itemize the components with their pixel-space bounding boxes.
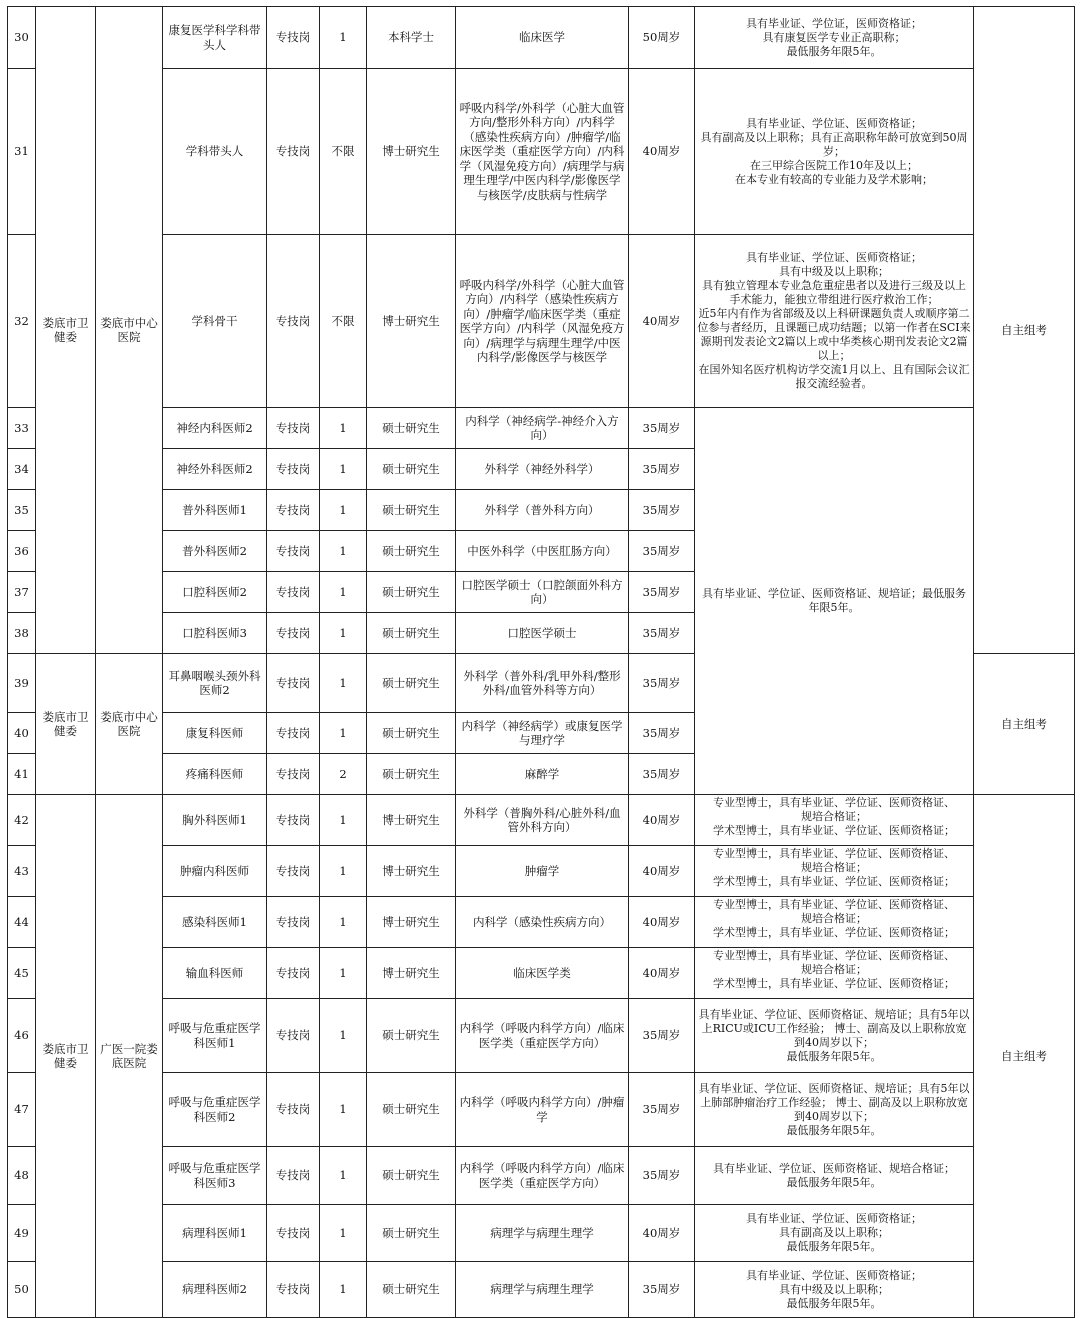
major-cell: 内科学（神经病学）或康复医学与理疗学 <box>456 713 629 754</box>
requirement-line: 专业型博士，具有毕业证、学位证、医师资格证、 <box>713 898 955 911</box>
education-cell: 硕士研究生 <box>367 999 456 1073</box>
age-cell: 35周岁 <box>629 1262 695 1318</box>
education-cell: 硕士研究生 <box>367 490 456 531</box>
requirement-line: 具有毕业证、学位证、医师资格证、规培证；具有5年以上肺部肿瘤治疗工作经验； 博士、副高及以上职称放宽到40周岁以下； <box>698 1081 970 1123</box>
age-cell: 35周岁 <box>629 713 695 754</box>
age-cell: 40周岁 <box>629 69 695 235</box>
requirement-line: 具有康复医学专业正高职称； <box>762 30 906 44</box>
post-type-cell: 专技岗 <box>267 235 320 408</box>
headcount-cell: 不限 <box>320 235 367 408</box>
requirement-line: 具有毕业证、学位证、医师资格证； <box>746 1268 922 1282</box>
table-body <box>8 7 1075 1318</box>
requirement-line: 规培合格证； <box>801 861 867 874</box>
position-cell: 胸外科医师1 <box>163 795 267 846</box>
major-cell: 外科学（普胸外科/心脏外科/血管外科方向） <box>456 795 629 846</box>
table-row <box>8 897 1075 948</box>
education-cell: 硕士研究生 <box>367 713 456 754</box>
headcount-cell: 1 <box>320 1205 367 1262</box>
row-number: 31 <box>8 69 36 235</box>
row-number: 45 <box>8 948 36 999</box>
requirement-line: 学术型博士，具有毕业证、学位证、医师资格证； <box>713 824 955 837</box>
age-cell: 35周岁 <box>629 999 695 1073</box>
post-type-cell: 专技岗 <box>267 1205 320 1262</box>
education-cell: 硕士研究生 <box>367 531 456 572</box>
headcount-cell: 1 <box>320 1147 367 1205</box>
headcount-cell: 1 <box>320 795 367 846</box>
education-cell: 硕士研究生 <box>367 572 456 613</box>
headcount-cell: 1 <box>320 490 367 531</box>
headcount-cell: 1 <box>320 7 367 69</box>
major-cell: 外科学（普外科/乳甲外科/整形外科/血管外科等方向） <box>456 654 629 713</box>
post-type-cell: 专技岗 <box>267 408 320 449</box>
age-cell: 35周岁 <box>629 449 695 490</box>
headcount-cell: 1 <box>320 531 367 572</box>
requirements-cell <box>695 999 974 1073</box>
headcount-cell: 不限 <box>320 69 367 235</box>
post-type-cell: 专技岗 <box>267 69 320 235</box>
requirement-line: 具有副高及以上职称；具有正高职称年龄可放宽到50周岁； <box>700 130 968 158</box>
major-cell: 外科学（神经外科学） <box>456 449 629 490</box>
post-type-cell: 专技岗 <box>267 846 320 897</box>
table-row <box>8 795 1075 846</box>
headcount-cell: 1 <box>320 713 367 754</box>
post-type-cell: 专技岗 <box>267 713 320 754</box>
table-row <box>8 1262 1075 1318</box>
requirement-line: 具有毕业证、学位证、医师资格证、规培合格证； <box>713 1161 955 1175</box>
requirement-line: 最低服务年限5年。 <box>786 1049 882 1063</box>
method-cell: 自主组考 <box>974 7 1075 654</box>
headcount-cell: 1 <box>320 1262 367 1318</box>
age-cell: 35周岁 <box>629 613 695 654</box>
education-cell: 硕士研究生 <box>367 754 456 795</box>
age-cell: 35周岁 <box>629 572 695 613</box>
requirement-line: 具有毕业证、学位证、医师资格证； <box>746 251 922 264</box>
requirement-line: 具有独立管理本专业急危重症患者以及进行三级及以上手术能力，能独立带组进行医疗救治工作； <box>702 279 966 306</box>
position-cell: 呼吸与危重症医学科医师3 <box>163 1147 267 1205</box>
unit-cell: 娄底市卫健委 <box>36 7 96 654</box>
post-type-cell: 专技岗 <box>267 795 320 846</box>
requirement-line: 在三甲综合医院工作10年及以上； <box>750 158 918 172</box>
requirement-line: 具有毕业证、学位证、医师资格证； <box>746 1212 922 1225</box>
position-cell: 普外科医师2 <box>163 531 267 572</box>
post-type-cell: 专技岗 <box>267 1262 320 1318</box>
education-cell: 博士研究生 <box>367 795 456 846</box>
position-cell: 呼吸与危重症医学科医师2 <box>163 1073 267 1147</box>
age-cell: 40周岁 <box>629 795 695 846</box>
requirement-line: 具有毕业证、学位证，医师资格证； <box>746 16 922 30</box>
major-cell: 内科学（呼吸内科学方向）/临床医学类（重症医学方向） <box>456 999 629 1073</box>
headcount-cell: 1 <box>320 846 367 897</box>
position-cell: 康复医学科学科带头人 <box>163 7 267 69</box>
major-cell: 外科学（普外科方向） <box>456 490 629 531</box>
hospital-cell: 娄底市中心医院 <box>96 654 163 795</box>
position-cell: 口腔科医师2 <box>163 572 267 613</box>
requirements-cell <box>695 948 974 999</box>
requirements-cell <box>695 1147 974 1205</box>
method-cell: 自主组考 <box>974 654 1075 795</box>
requirement-line: 最低服务年限5年。 <box>786 1175 882 1189</box>
post-type-cell: 专技岗 <box>267 531 320 572</box>
row-number: 48 <box>8 1147 36 1205</box>
age-cell: 40周岁 <box>629 897 695 948</box>
row-number: 36 <box>8 531 36 572</box>
position-cell: 神经外科医师2 <box>163 449 267 490</box>
major-cell: 病理学与病理生理学 <box>456 1205 629 1262</box>
age-cell: 35周岁 <box>629 654 695 713</box>
age-cell: 35周岁 <box>629 1073 695 1147</box>
table-row <box>8 999 1075 1073</box>
table-row <box>8 235 1075 408</box>
requirements-cell <box>695 1073 974 1147</box>
requirement-line: 规培合格证； <box>801 912 867 925</box>
major-cell: 内科学（感染性疾病方向） <box>456 897 629 948</box>
row-number: 34 <box>8 449 36 490</box>
requirements-cell <box>695 235 974 408</box>
major-cell: 临床医学类 <box>456 948 629 999</box>
age-cell: 40周岁 <box>629 948 695 999</box>
position-cell: 肿瘤内科医师 <box>163 846 267 897</box>
requirement-line: 具有毕业证、学位证、医师资格证； <box>746 116 922 130</box>
table-row <box>8 69 1075 235</box>
headcount-cell: 1 <box>320 1073 367 1147</box>
requirement-line: 专业型博士，具有毕业证、学位证、医师资格证、 <box>713 847 955 860</box>
row-number: 42 <box>8 795 36 846</box>
position-cell: 病理科医师1 <box>163 1205 267 1262</box>
unit-cell: 娄底市卫健委 <box>36 654 96 795</box>
major-cell: 口腔医学硕士 <box>456 613 629 654</box>
position-cell: 学科带头人 <box>163 69 267 235</box>
shared-requirement-cell: 具有毕业证、学位证、医师资格证、规培证；最低服务年限5年。 <box>695 408 974 795</box>
requirement-line: 专业型博士，具有毕业证、学位证、医师资格证、 <box>713 949 955 962</box>
position-cell: 呼吸与危重症医学科医师1 <box>163 999 267 1073</box>
table-row <box>8 1147 1075 1205</box>
education-cell: 博士研究生 <box>367 948 456 999</box>
headcount-cell: 1 <box>320 572 367 613</box>
hospital-cell: 娄底市中心医院 <box>96 7 163 654</box>
requirements-cell <box>695 7 974 69</box>
position-cell: 输血科医师 <box>163 948 267 999</box>
recruitment-table <box>7 6 1075 1318</box>
row-number: 47 <box>8 1073 36 1147</box>
age-cell: 40周岁 <box>629 235 695 408</box>
headcount-cell: 1 <box>320 999 367 1073</box>
requirement-line: 具有中级及以上职称； <box>779 265 889 278</box>
unit-cell: 娄底市卫健委 <box>36 795 96 1318</box>
headcount-cell: 1 <box>320 408 367 449</box>
requirement-line: 最低服务年限5年。 <box>786 1240 882 1253</box>
requirements-cell <box>695 1262 974 1318</box>
post-type-cell: 专技岗 <box>267 754 320 795</box>
requirements-cell <box>695 69 974 235</box>
requirement-line: 近5年内有作为省部级及以上科研课题负责人或顺序第二位参与者经历，且课题已成功结题；以第一作者在SCI来源期刊发表论文2篇以上或中华类核心期刊发表论文2篇以上； <box>697 307 971 362</box>
hospital-cell: 广医一院娄底医院 <box>96 795 163 1318</box>
major-cell: 内科学（呼吸内科学方向）/临床医学类（重症医学方向） <box>456 1147 629 1205</box>
row-number: 37 <box>8 572 36 613</box>
education-cell: 博士研究生 <box>367 897 456 948</box>
position-cell: 普外科医师1 <box>163 490 267 531</box>
row-number: 35 <box>8 490 36 531</box>
table-row <box>8 408 1075 449</box>
position-cell: 耳鼻咽喉头颈外科医师2 <box>163 654 267 713</box>
age-cell: 35周岁 <box>629 531 695 572</box>
education-cell: 博士研究生 <box>367 846 456 897</box>
row-number: 38 <box>8 613 36 654</box>
headcount-cell: 1 <box>320 613 367 654</box>
row-number: 50 <box>8 1262 36 1318</box>
major-cell: 临床医学 <box>456 7 629 69</box>
education-cell: 博士研究生 <box>367 69 456 235</box>
education-cell: 博士研究生 <box>367 235 456 408</box>
requirements-cell <box>695 1205 974 1262</box>
requirement-line: 最低服务年限5年。 <box>786 1123 882 1137</box>
education-cell: 硕士研究生 <box>367 1262 456 1318</box>
method-cell: 自主组考 <box>974 795 1075 1318</box>
requirements-cell <box>695 897 974 948</box>
table-row <box>8 1205 1075 1262</box>
requirements-cell <box>695 846 974 897</box>
post-type-cell: 专技岗 <box>267 1073 320 1147</box>
major-cell: 呼吸内科学/外科学（心脏大血管方向）/内科学（感染性疾病方向）/肿瘤学/临床医学类（重症医学方向）/内科学（风湿免疫方向）/病理学与病理生理学/中医内科学/影像医学与核医学 <box>456 235 629 408</box>
requirement-line: 在国外知名医疗机构访学交流1月以上、且有国际会议汇报交流经验者。 <box>698 363 970 390</box>
age-cell: 35周岁 <box>629 1147 695 1205</box>
education-cell: 硕士研究生 <box>367 654 456 713</box>
position-cell: 病理科医师2 <box>163 1262 267 1318</box>
position-cell: 神经内科医师2 <box>163 408 267 449</box>
age-cell: 40周岁 <box>629 1205 695 1262</box>
row-number: 44 <box>8 897 36 948</box>
position-cell: 疼痛科医师 <box>163 754 267 795</box>
row-number: 49 <box>8 1205 36 1262</box>
table-row <box>8 1073 1075 1147</box>
position-cell: 口腔科医师3 <box>163 613 267 654</box>
post-type-cell: 专技岗 <box>267 613 320 654</box>
requirement-line: 专业型博士，具有毕业证、学位证、医师资格证、 <box>713 796 955 809</box>
education-cell: 硕士研究生 <box>367 1205 456 1262</box>
requirement-line: 在本专业有较高的专业能力及学术影响； <box>735 172 933 186</box>
row-number: 40 <box>8 713 36 754</box>
row-number: 43 <box>8 846 36 897</box>
table-row <box>8 846 1075 897</box>
headcount-cell: 1 <box>320 948 367 999</box>
requirement-line: 具有中级及以上职称； <box>779 1282 889 1296</box>
headcount-cell: 1 <box>320 449 367 490</box>
requirement-line: 学术型博士，具有毕业证、学位证、医师资格证； <box>713 977 955 990</box>
post-type-cell: 专技岗 <box>267 948 320 999</box>
post-type-cell: 专技岗 <box>267 1147 320 1205</box>
education-cell: 硕士研究生 <box>367 1147 456 1205</box>
post-type-cell: 专技岗 <box>267 572 320 613</box>
education-cell: 硕士研究生 <box>367 613 456 654</box>
headcount-cell: 2 <box>320 754 367 795</box>
requirement-line: 具有毕业证、学位证、医师资格证、规培证；具有5年以上RICU或ICU工作经验； 博士、副高及以上职称放宽到40周岁以下； <box>698 1007 970 1049</box>
major-cell: 病理学与病理生理学 <box>456 1262 629 1318</box>
post-type-cell: 专技岗 <box>267 449 320 490</box>
major-cell: 内科学（呼吸内科学方向）/肿瘤学 <box>456 1073 629 1147</box>
position-cell: 康复科医师 <box>163 713 267 754</box>
age-cell: 40周岁 <box>629 846 695 897</box>
requirement-line: 最低服务年限5年。 <box>786 44 882 58</box>
headcount-cell: 1 <box>320 654 367 713</box>
education-cell: 硕士研究生 <box>367 408 456 449</box>
major-cell: 麻醉学 <box>456 754 629 795</box>
post-type-cell: 专技岗 <box>267 654 320 713</box>
post-type-cell: 专技岗 <box>267 7 320 69</box>
requirement-line: 学术型博士，具有毕业证、学位证、医师资格证； <box>713 926 955 939</box>
requirement-line: 学术型博士，具有毕业证、学位证、医师资格证； <box>713 875 955 888</box>
requirements-cell <box>695 795 974 846</box>
position-cell: 学科骨干 <box>163 235 267 408</box>
requirement-line: 规培合格证； <box>801 810 867 823</box>
post-type-cell: 专技岗 <box>267 490 320 531</box>
row-number: 30 <box>8 7 36 69</box>
age-cell: 50周岁 <box>629 7 695 69</box>
major-cell: 内科学（神经病学-神经介入方向） <box>456 408 629 449</box>
row-number: 41 <box>8 754 36 795</box>
major-cell: 口腔医学硕士（口腔颌面外科方向） <box>456 572 629 613</box>
education-cell: 硕士研究生 <box>367 1073 456 1147</box>
row-number: 33 <box>8 408 36 449</box>
post-type-cell: 专技岗 <box>267 999 320 1073</box>
requirement-line: 最低服务年限5年。 <box>786 1296 882 1310</box>
requirement-line: 具有副高及以上职称； <box>779 1226 889 1239</box>
row-number: 46 <box>8 999 36 1073</box>
major-cell: 呼吸内科学/外科学（心脏大血管方向/整形外科方向）/内科学（感染性疾病方向）/肿瘤学/临床医学类（重症医学方向）/内科学（风湿免疫方向）/病理学与病理生理学/中医内科学/影像医学与核医学/皮肤病与性病学 <box>456 69 629 235</box>
requirement-line: 规培合格证； <box>801 963 867 976</box>
row-number: 39 <box>8 654 36 713</box>
major-cell: 中医外科学（中医肛肠方向） <box>456 531 629 572</box>
headcount-cell: 1 <box>320 897 367 948</box>
table-row <box>8 7 1075 69</box>
row-number: 32 <box>8 235 36 408</box>
age-cell: 35周岁 <box>629 490 695 531</box>
major-cell: 肿瘤学 <box>456 846 629 897</box>
age-cell: 35周岁 <box>629 754 695 795</box>
position-cell: 感染科医师1 <box>163 897 267 948</box>
post-type-cell: 专技岗 <box>267 897 320 948</box>
age-cell: 35周岁 <box>629 408 695 449</box>
table-row <box>8 948 1075 999</box>
education-cell: 本科学士 <box>367 7 456 69</box>
education-cell: 硕士研究生 <box>367 449 456 490</box>
